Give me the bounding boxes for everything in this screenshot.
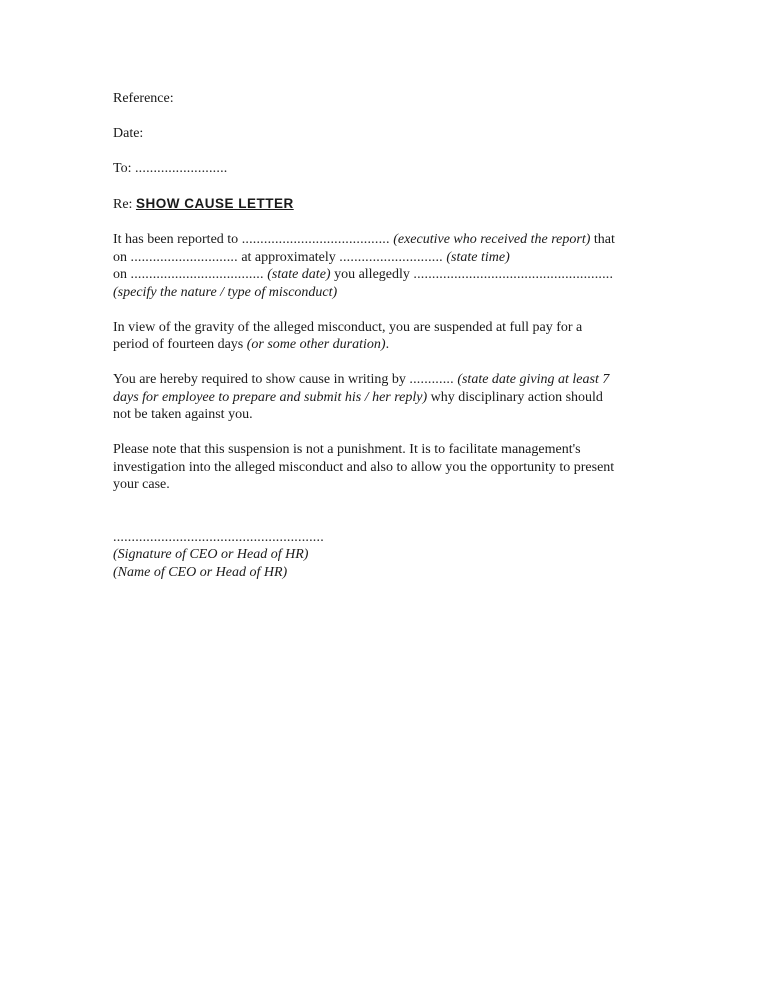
- date-line: [113, 125, 658, 143]
- reference-label: Reference:: [113, 91, 174, 106]
- paragraph-line: [113, 266, 658, 284]
- paragraph-line: In view of the gravity of the alleged misconduct, you are suspended at full pay for a: [113, 319, 583, 335]
- letter-document: [113, 90, 658, 581]
- paragraph-line: not be taken against you.: [113, 407, 253, 422]
- signature-line: .........................................................: [113, 529, 324, 545]
- text: period of fourteen days: [113, 337, 244, 352]
- paragraph-line: [113, 249, 658, 267]
- to-line: [113, 160, 658, 178]
- reference-line: [113, 90, 658, 108]
- signatory-name-label: (Name of CEO or Head of HR): [113, 564, 288, 580]
- instruction-note: (state date giving at least 7: [457, 372, 610, 387]
- blank-placeholder: ......................................................: [413, 267, 614, 282]
- text: that: [593, 232, 615, 247]
- paragraph-line: [113, 389, 658, 407]
- blank-placeholder: ....................................: [130, 267, 264, 282]
- to-placeholder: .........................: [134, 161, 228, 176]
- signature-label: (Signature of CEO or Head of HR): [113, 547, 309, 562]
- text: .: [385, 337, 390, 352]
- letter-title: SHOW CAUSE LETTER: [135, 196, 294, 211]
- text: on: [113, 249, 127, 265]
- re-label: Re:: [113, 197, 133, 212]
- paragraph-line: [113, 336, 658, 354]
- instruction-note: (executive who received the report): [393, 232, 591, 247]
- blank-placeholder: ............................: [339, 249, 443, 265]
- blank-placeholder: .............................: [130, 249, 238, 265]
- paragraph-line: [113, 371, 658, 389]
- text: you allegedly: [334, 267, 410, 282]
- instruction-note: (state date): [267, 267, 331, 282]
- subject-line: [113, 195, 658, 214]
- paragraph-suspension: [113, 319, 658, 354]
- to-label: To:: [113, 161, 132, 176]
- paragraph-line: [113, 231, 658, 249]
- paragraph-line: your case.: [113, 477, 170, 492]
- text: It has been reported to: [113, 232, 239, 247]
- date-label: Date:: [113, 126, 144, 141]
- text: at approximately: [241, 249, 336, 265]
- signature-block: [113, 529, 658, 582]
- instruction-note: (specify the nature / type of misconduct): [113, 284, 338, 300]
- blank-placeholder: ........................................: [241, 232, 390, 247]
- instruction-note: days for employee to prepare and submit his / her reply): [113, 389, 428, 405]
- paragraph-line: investigation into the alleged misconduct and also to allow you the opportunity to present: [113, 459, 615, 475]
- text: on: [113, 267, 127, 282]
- paragraph-report: [113, 231, 658, 301]
- paragraph-line: Please note that this suspension is not a punishment. It is to facilitate management's: [113, 442, 581, 457]
- paragraph-line: [113, 284, 658, 302]
- blank-placeholder: ............: [409, 372, 454, 387]
- text: You are hereby required to show cause in writing by: [113, 372, 406, 387]
- instruction-note: (or some other duration): [246, 337, 386, 352]
- paragraph-show-cause: [113, 371, 658, 424]
- paragraph-note: [113, 441, 658, 494]
- instruction-note: (state time): [446, 249, 510, 265]
- text: why disciplinary action should: [430, 389, 603, 405]
